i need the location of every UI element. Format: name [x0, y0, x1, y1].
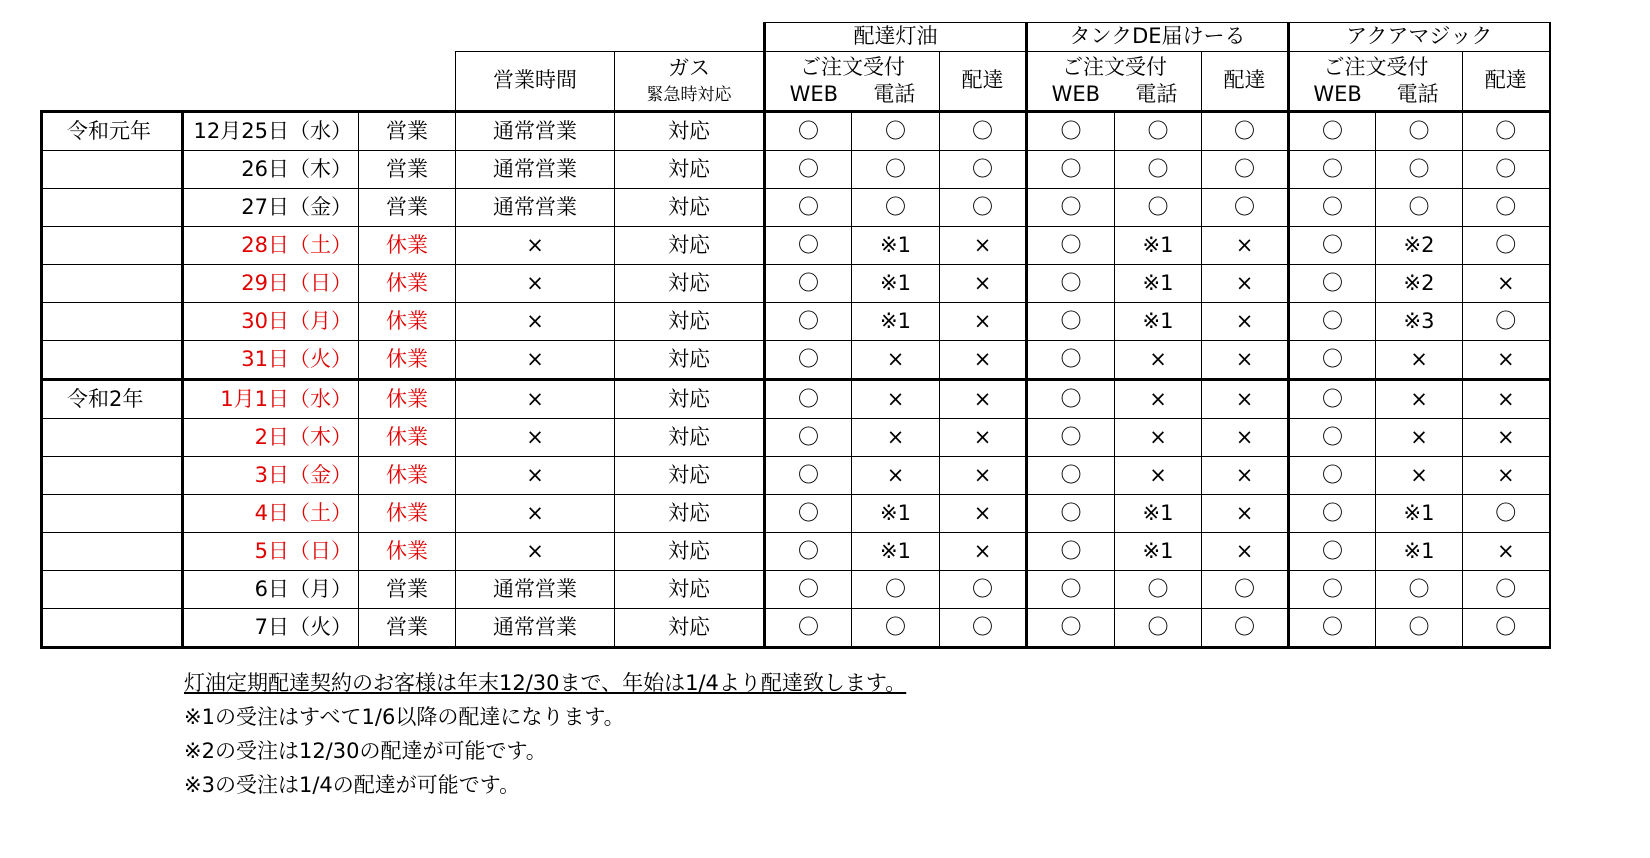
date-cell: 2日（木）	[183, 419, 359, 457]
kerosene-web-cell: 〇	[765, 571, 852, 609]
kerosene-delivery-cell: ×	[940, 265, 1027, 303]
kerosene-delivery-cell: 〇	[940, 571, 1027, 609]
business-hours-cell: ×	[456, 419, 615, 457]
date-cell: 1月1日（水）	[183, 380, 359, 419]
tank-web-cell: 〇	[1027, 341, 1115, 380]
kerosene-delivery-cell: 〇	[940, 189, 1027, 227]
kerosene-web-cell: 〇	[765, 380, 852, 419]
era-cell	[42, 341, 183, 380]
tank-web-cell: 〇	[1027, 265, 1115, 303]
schedule-row	[42, 189, 1550, 227]
kerosene-web-cell: 〇	[765, 227, 852, 265]
tank-web-cell: 〇	[1027, 571, 1115, 609]
schedule-row	[42, 533, 1550, 571]
tank-phone-cell: 〇	[1115, 151, 1202, 189]
tank-web-cell: 〇	[1027, 609, 1115, 648]
aqua-phone-cell: ×	[1376, 457, 1463, 495]
aqua-delivery-cell: 〇	[1463, 571, 1550, 609]
kerosene-phone-cell: ×	[852, 457, 940, 495]
aqua-delivery-cell: ×	[1463, 380, 1550, 419]
business-hours-cell: ×	[456, 341, 615, 380]
status-cell: 休業	[359, 341, 456, 380]
tank-phone-cell: ※1	[1115, 227, 1202, 265]
tank-web-cell: 〇	[1027, 189, 1115, 227]
kerosene-web-cell: 〇	[765, 341, 852, 380]
era-cell	[42, 457, 183, 495]
tank-delivery-cell: ×	[1202, 265, 1289, 303]
schedule-row	[42, 609, 1550, 648]
status-cell: 営業	[359, 189, 456, 227]
kerosene-web-cell: 〇	[765, 419, 852, 457]
kerosene-web-cell: 〇	[765, 457, 852, 495]
kerosene-web-cell: 〇	[765, 265, 852, 303]
kerosene-delivery-cell: ×	[940, 380, 1027, 419]
gas-emergency-cell: 対応	[615, 227, 765, 265]
order-reception-label: ご注文受付	[800, 54, 905, 79]
aqua-delivery-cell: 〇	[1463, 112, 1550, 151]
business-hours-cell: 通常営業	[456, 571, 615, 609]
aqua-delivery-cell: ×	[1463, 457, 1550, 495]
schedule-row	[42, 495, 1550, 533]
aqua-web-cell: 〇	[1289, 151, 1376, 189]
tank-web-cell: 〇	[1027, 457, 1115, 495]
kerosene-phone-cell: 〇	[852, 112, 940, 151]
phone-label: 電話	[1396, 82, 1439, 106]
aqua-delivery-cell: ×	[1463, 265, 1550, 303]
schedule-row	[42, 419, 1550, 457]
tank-web-cell: 〇	[1027, 151, 1115, 189]
gas-emergency-cell: 対応	[615, 189, 765, 227]
aqua-web-cell: 〇	[1289, 533, 1376, 571]
kerosene-delivery-cell: ×	[940, 341, 1027, 380]
status-cell: 休業	[359, 303, 456, 341]
tank-delivery-cell: 〇	[1202, 112, 1289, 151]
kerosene-phone-cell: 〇	[852, 609, 940, 648]
gas-header-sublabel: 緊急時対応	[646, 85, 732, 106]
aqua-phone-cell: ※2	[1376, 227, 1463, 265]
era-cell	[42, 265, 183, 303]
tank-delivery-cell: 〇	[1202, 571, 1289, 609]
tank-delivery-cell: ×	[1202, 227, 1289, 265]
kerosene-web-cell: 〇	[765, 303, 852, 341]
kerosene-delivery-cell: ×	[940, 419, 1027, 457]
aqua-delivery-cell: 〇	[1463, 189, 1550, 227]
business-hours-cell: ×	[456, 265, 615, 303]
service-kerosene-delivery-header: 配達灯油	[765, 23, 1027, 52]
aqua-web-cell: 〇	[1289, 265, 1376, 303]
kerosene-delivery-cell: 〇	[940, 609, 1027, 648]
kerosene-web-cell: 〇	[765, 609, 852, 648]
status-cell: 休業	[359, 265, 456, 303]
aqua-web-cell: 〇	[1289, 112, 1376, 151]
business-hours-cell: ×	[456, 533, 615, 571]
tank-phone-cell: ×	[1115, 341, 1202, 380]
aqua-web-cell: 〇	[1289, 609, 1376, 648]
aqua-web-cell: 〇	[1289, 227, 1376, 265]
note-2: ※2の受注は12/30の配達が可能です。	[184, 739, 547, 763]
tank-delivery-cell: ×	[1202, 457, 1289, 495]
date-cell: 26日（木）	[183, 151, 359, 189]
business-hours-cell: ×	[456, 380, 615, 419]
kerosene-delivery-cell: 〇	[940, 151, 1027, 189]
gas-emergency-cell: 対応	[615, 380, 765, 419]
status-cell: 休業	[359, 380, 456, 419]
schedule-row	[42, 227, 1550, 265]
gas-header-label: ガス	[668, 56, 710, 81]
kerosene-phone-cell: ×	[852, 341, 940, 380]
kerosene-phone-cell: 〇	[852, 151, 940, 189]
kerosene-web-cell: 〇	[765, 189, 852, 227]
aqua-web-cell: 〇	[1289, 457, 1376, 495]
kerosene-order-header	[765, 52, 940, 112]
schedule-row	[42, 341, 1550, 380]
schedule-row	[42, 112, 1550, 151]
schedule-body	[42, 112, 1550, 648]
aqua-web-cell: 〇	[1289, 189, 1376, 227]
note-regular-delivery: 灯油定期配達契約のお客様は年末12/30まで、年始は1/4より配達致します。	[184, 671, 907, 695]
schedule-row	[42, 151, 1550, 189]
business-hours-cell: 通常営業	[456, 189, 615, 227]
tank-phone-cell: ×	[1115, 457, 1202, 495]
kerosene-phone-cell: ※1	[852, 495, 940, 533]
tank-delivery-cell: ×	[1202, 419, 1289, 457]
aqua-web-cell: 〇	[1289, 303, 1376, 341]
business-hours-cell: ×	[456, 227, 615, 265]
status-cell: 営業	[359, 151, 456, 189]
tank-delivery-cell: ×	[1202, 380, 1289, 419]
tank-web-cell: 〇	[1027, 419, 1115, 457]
kerosene-delivery-cell: ×	[940, 303, 1027, 341]
service-tank-de-todokeru-header: タンクDE届けーる	[1027, 23, 1289, 52]
aqua-delivery-cell: 〇	[1463, 609, 1550, 648]
order-reception-label: ご注文受付	[1062, 54, 1167, 79]
status-cell: 営業	[359, 571, 456, 609]
aqua-web-cell: 〇	[1289, 571, 1376, 609]
kerosene-delivery-cell: 〇	[940, 112, 1027, 151]
gas-emergency-cell: 対応	[615, 533, 765, 571]
kerosene-delivery-header: 配達	[940, 52, 1027, 112]
gas-emergency-cell: 対応	[615, 151, 765, 189]
tank-delivery-cell: ×	[1202, 495, 1289, 533]
era-cell: 令和2年	[42, 380, 183, 419]
business-hours-header: 営業時間	[456, 52, 615, 112]
tank-web-cell: 〇	[1027, 495, 1115, 533]
status-cell: 休業	[359, 457, 456, 495]
aqua-phone-cell: ※1	[1376, 495, 1463, 533]
aqua-delivery-cell: ×	[1463, 341, 1550, 380]
phone-label: 電話	[1135, 82, 1178, 106]
date-cell: 12月25日（水）	[183, 112, 359, 151]
gas-emergency-cell: 対応	[615, 265, 765, 303]
note-3: ※3の受注は1/4の配達が可能です。	[184, 773, 521, 797]
kerosene-delivery-cell: ×	[940, 533, 1027, 571]
aqua-delivery-cell: 〇	[1463, 151, 1550, 189]
schedule-row	[42, 457, 1550, 495]
aqua-delivery-cell: ×	[1463, 533, 1550, 571]
kerosene-delivery-cell: ×	[940, 495, 1027, 533]
aqua-phone-cell: 〇	[1376, 189, 1463, 227]
aqua-phone-cell: ※1	[1376, 533, 1463, 571]
kerosene-web-cell: 〇	[765, 495, 852, 533]
aqua-delivery-header: 配達	[1463, 52, 1550, 112]
aqua-phone-cell: ※2	[1376, 265, 1463, 303]
kerosene-phone-cell: ×	[852, 419, 940, 457]
phone-label: 電話	[873, 82, 916, 106]
kerosene-phone-cell: ※1	[852, 227, 940, 265]
kerosene-phone-cell: 〇	[852, 571, 940, 609]
era-cell	[42, 303, 183, 341]
era-cell	[42, 151, 183, 189]
era-cell: 令和元年	[42, 112, 183, 151]
era-cell	[42, 571, 183, 609]
notes-section	[184, 666, 906, 802]
header-row-services	[42, 23, 1550, 52]
date-cell: 3日（金）	[183, 457, 359, 495]
era-cell	[42, 495, 183, 533]
tank-delivery-cell: 〇	[1202, 609, 1289, 648]
era-cell	[42, 189, 183, 227]
gas-emergency-cell: 対応	[615, 341, 765, 380]
kerosene-phone-cell: ×	[852, 380, 940, 419]
gas-emergency-cell: 対応	[615, 571, 765, 609]
era-cell	[42, 609, 183, 648]
status-cell: 営業	[359, 609, 456, 648]
aqua-delivery-cell: 〇	[1463, 495, 1550, 533]
era-cell	[42, 419, 183, 457]
tank-phone-cell: ※1	[1115, 533, 1202, 571]
gas-emergency-cell: 対応	[615, 457, 765, 495]
kerosene-web-cell: 〇	[765, 112, 852, 151]
kerosene-phone-cell: ※1	[852, 265, 940, 303]
tank-delivery-cell: ×	[1202, 303, 1289, 341]
kerosene-delivery-cell: ×	[940, 457, 1027, 495]
date-cell: 31日（火）	[183, 341, 359, 380]
kerosene-phone-cell: ※1	[852, 533, 940, 571]
gas-emergency-cell: 対応	[615, 609, 765, 648]
schedule-row	[42, 380, 1550, 419]
tank-phone-cell: 〇	[1115, 112, 1202, 151]
aqua-phone-cell: 〇	[1376, 112, 1463, 151]
header-row-columns	[42, 52, 1550, 112]
date-cell: 30日（月）	[183, 303, 359, 341]
web-label: WEB	[1051, 82, 1101, 106]
era-cell	[42, 227, 183, 265]
aqua-web-cell: 〇	[1289, 341, 1376, 380]
tank-web-cell: 〇	[1027, 112, 1115, 151]
business-hours-cell: ×	[456, 457, 615, 495]
business-hours-cell: ×	[456, 303, 615, 341]
aqua-phone-cell: 〇	[1376, 151, 1463, 189]
date-cell: 4日（土）	[183, 495, 359, 533]
business-hours-cell: 通常営業	[456, 151, 615, 189]
business-hours-cell: ×	[456, 495, 615, 533]
date-cell: 29日（日）	[183, 265, 359, 303]
kerosene-phone-cell: 〇	[852, 189, 940, 227]
tank-delivery-cell: 〇	[1202, 151, 1289, 189]
service-aqua-magic-header: アクアマジック	[1289, 23, 1550, 52]
tank-web-cell: 〇	[1027, 303, 1115, 341]
aqua-order-header	[1289, 52, 1463, 112]
tank-phone-cell: ※1	[1115, 495, 1202, 533]
schedule-row	[42, 571, 1550, 609]
tank-web-cell: 〇	[1027, 533, 1115, 571]
kerosene-phone-cell: ※1	[852, 303, 940, 341]
aqua-phone-cell: ×	[1376, 380, 1463, 419]
date-cell: 5日（日）	[183, 533, 359, 571]
date-cell: 28日（土）	[183, 227, 359, 265]
aqua-phone-cell: ※3	[1376, 303, 1463, 341]
order-reception-label: ご注文受付	[1323, 54, 1429, 79]
aqua-delivery-cell: ×	[1463, 419, 1550, 457]
date-cell: 6日（月）	[183, 571, 359, 609]
kerosene-web-cell: 〇	[765, 533, 852, 571]
holiday-schedule-table	[40, 22, 1551, 649]
aqua-web-cell: 〇	[1289, 495, 1376, 533]
kerosene-web-cell: 〇	[765, 151, 852, 189]
gas-emergency-cell: 対応	[615, 419, 765, 457]
aqua-phone-cell: 〇	[1376, 609, 1463, 648]
aqua-phone-cell: 〇	[1376, 571, 1463, 609]
aqua-web-cell: 〇	[1289, 419, 1376, 457]
gas-emergency-header	[615, 52, 765, 112]
era-cell	[42, 533, 183, 571]
tank-delivery-cell: ×	[1202, 341, 1289, 380]
tank-order-header	[1027, 52, 1202, 112]
web-label: WEB	[789, 82, 839, 106]
schedule-row	[42, 303, 1550, 341]
status-cell: 休業	[359, 495, 456, 533]
tank-web-cell: 〇	[1027, 380, 1115, 419]
tank-phone-cell: ※1	[1115, 265, 1202, 303]
kerosene-delivery-cell: ×	[940, 227, 1027, 265]
aqua-phone-cell: ×	[1376, 341, 1463, 380]
gas-emergency-cell: 対応	[615, 112, 765, 151]
note-1: ※1の受注はすべて1/6以降の配達になります。	[184, 705, 625, 729]
tank-delivery-cell: ×	[1202, 533, 1289, 571]
gas-emergency-cell: 対応	[615, 303, 765, 341]
gas-emergency-cell: 対応	[615, 495, 765, 533]
business-hours-cell: 通常営業	[456, 609, 615, 648]
status-cell: 営業	[359, 112, 456, 151]
tank-phone-cell: 〇	[1115, 189, 1202, 227]
aqua-delivery-cell: 〇	[1463, 303, 1550, 341]
aqua-delivery-cell: 〇	[1463, 227, 1550, 265]
tank-phone-cell: 〇	[1115, 609, 1202, 648]
status-cell: 休業	[359, 227, 456, 265]
business-hours-cell: 通常営業	[456, 112, 615, 151]
schedule-row	[42, 265, 1550, 303]
tank-delivery-header: 配達	[1202, 52, 1289, 112]
status-cell: 休業	[359, 419, 456, 457]
status-cell: 休業	[359, 533, 456, 571]
date-cell: 27日（金）	[183, 189, 359, 227]
tank-delivery-cell: 〇	[1202, 189, 1289, 227]
aqua-web-cell: 〇	[1289, 380, 1376, 419]
aqua-phone-cell: ×	[1376, 419, 1463, 457]
date-cell: 7日（火）	[183, 609, 359, 648]
tank-phone-cell: ×	[1115, 380, 1202, 419]
tank-phone-cell: ×	[1115, 419, 1202, 457]
tank-phone-cell: ※1	[1115, 303, 1202, 341]
tank-phone-cell: 〇	[1115, 571, 1202, 609]
tank-web-cell: 〇	[1027, 227, 1115, 265]
web-label: WEB	[1313, 82, 1362, 106]
